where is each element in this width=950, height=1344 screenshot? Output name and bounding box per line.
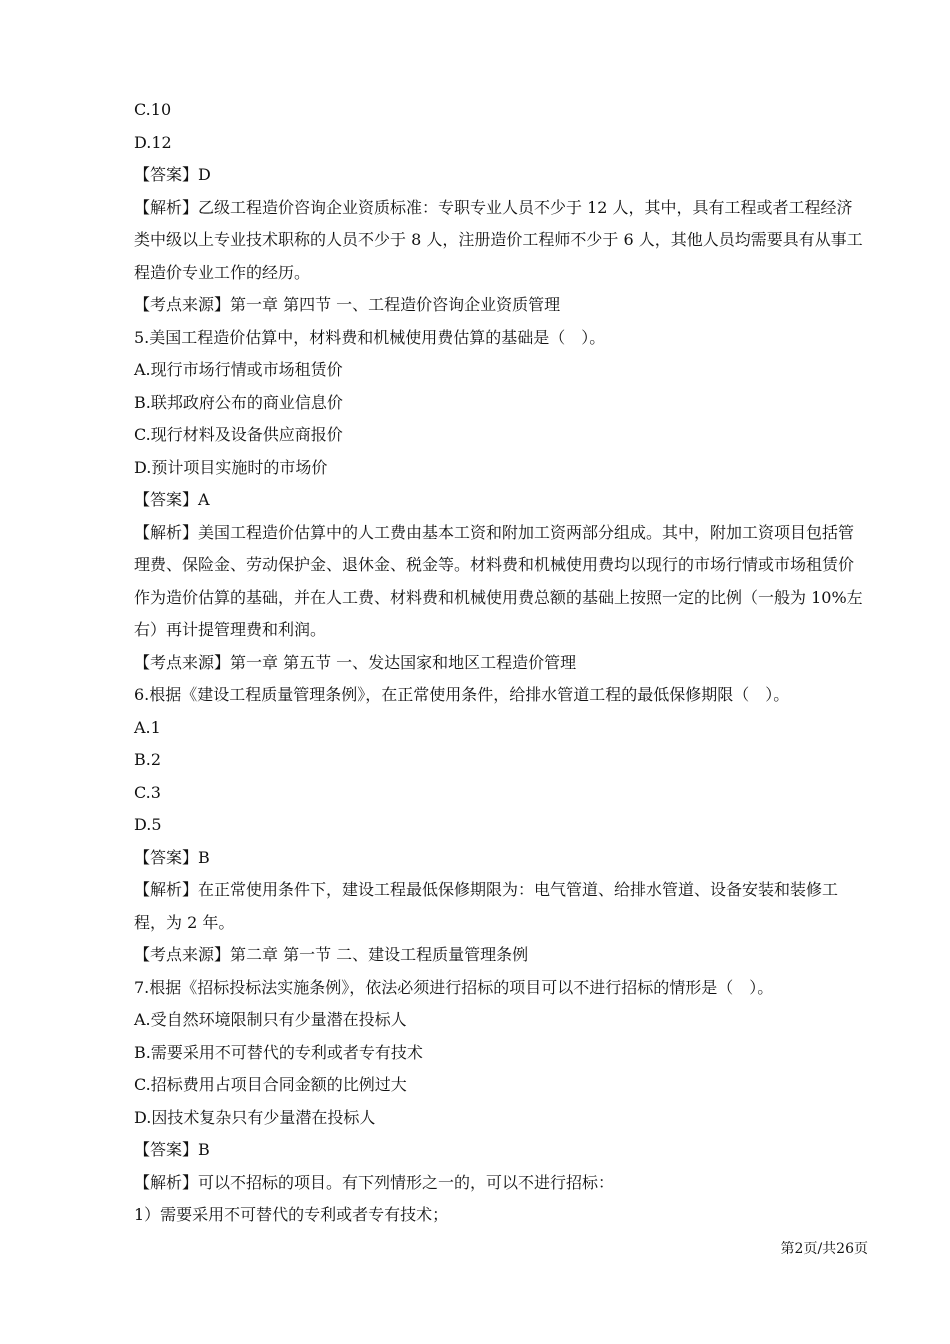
- text-line: 【答案】D: [134, 165, 211, 184]
- text-line: C.10: [134, 100, 172, 119]
- text-line: D.5: [134, 815, 162, 834]
- text-line: 【考点来源】第二章 第一节 二、建设工程质量管理条例: [134, 945, 529, 964]
- text-line: A.现行市场行情或市场租赁价: [134, 360, 343, 379]
- text-line: A.受自然环境限制只有少量潜在投标人: [134, 1010, 407, 1029]
- text-line: C.招标费用占项目合同金额的比例过大: [134, 1075, 407, 1094]
- text-line: B.联邦政府公布的商业信息价: [134, 392, 343, 412]
- text-line: 【答案】B: [134, 1140, 210, 1159]
- text-line: 【考点来源】第一章 第五节 一、发达国家和地区工程造价管理: [134, 652, 577, 672]
- text-line: 【答案】B: [134, 847, 210, 867]
- text-line: B.需要采用不可替代的专利或者专有技术: [134, 1042, 423, 1062]
- page-number: 第2页/共26页: [780, 1241, 868, 1257]
- text-line: C.3: [134, 782, 161, 802]
- text-line: A.1: [134, 717, 161, 737]
- text-line: D.预计项目实施时的市场价: [134, 457, 328, 477]
- text-line: D.因技术复杂只有少量潜在投标人: [134, 1107, 376, 1127]
- text-line: 1）需要采用不可替代的专利或者专有技术；: [134, 1205, 449, 1224]
- text-line: 6.根据《建设工程质量管理条例》，在正常使用条件，给排水管道工程的最低保修期限（ ）。: [134, 685, 790, 704]
- text-line: 5.美国工程造价估算中，材料费和机械使用费估算的基础是（ ）。: [134, 327, 606, 347]
- text-line: 【解析】可以不招标的项目。有下列情形之一的，可以不进行招标：: [134, 1172, 615, 1192]
- document-body: [134, 94, 868, 1232]
- text-line: 【解析】在正常使用条件下，建设工程最低保修期限为：电气管道、给排水管道、设备安装和装修工程，为 2 年。: [134, 880, 839, 932]
- text-line: 7.根据《招标投标法实施条例》，依法必须进行招标的项目可以不进行招标的情形是（ ）。: [134, 977, 774, 997]
- text-line: 【考点来源】第一章 第四节 一、工程造价咨询企业资质管理: [134, 295, 561, 314]
- text-line: D.12: [134, 132, 172, 152]
- text-line: 【解析】乙级工程造价咨询企业资质标准：专职专业人员不少于 12 人，其中，具有工程或者工程经济类中级以上专业技术职称的人员不少于 8 人，注册造价工程师不少于 6 人，其他人员均需要具有从事工程造价专业工作的经历。: [134, 197, 863, 282]
- text-line: C.现行材料及设备供应商报价: [134, 425, 343, 444]
- text-line: 【答案】A: [134, 490, 210, 509]
- text-line: B.2: [134, 750, 162, 769]
- text-line: 【解析】美国工程造价估算中的人工费由基本工资和附加工资两部分组成。其中，附加工资项目包括管理费、保险金、劳动保护金、退休金、税金等。材料费和机械使用费均以现行的市场行情或市场租赁价作为造价估算的基础，并在人工费、材料费和机械使用费总额的基础上按照一定的比例（一般为 10%左右）再计提管理费和利润。: [134, 522, 863, 639]
